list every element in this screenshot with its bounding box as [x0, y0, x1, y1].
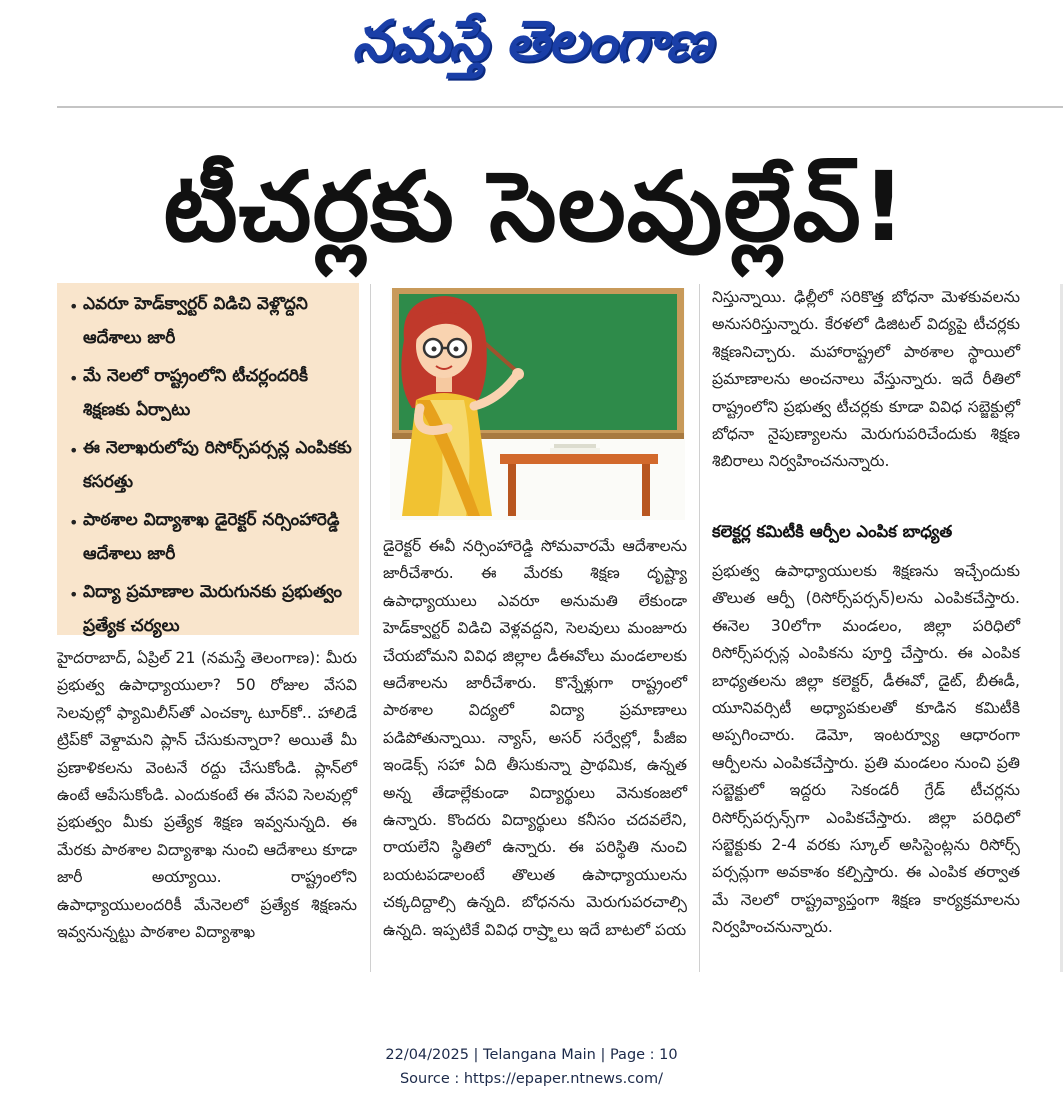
highlight-text: ఈ నెలాఖరులోపు రిసోర్స్‌పర్సన్ల ఎంపికకు కసరత్తు: [83, 438, 352, 492]
bullet-icon: •: [69, 441, 79, 460]
bullet-icon: •: [69, 585, 79, 604]
highlight-text: పాఠశాల విద్యాశాఖ డైరెక్టర్ నర్సింహారెడ్డి ఆదేశాలు జారీ: [83, 510, 340, 564]
article-column-2: డైరెక్టర్ ఈవీ నర్సింహారెడ్డి సోమవారమే ఆదేశాలను జారీచేశారు. ఈ మేరకు శిక్షణ దృష్ట్యా ఉపాధ్యాయులు ఎవరూ అనుమతి లేకుండా హెడ్‌క్వార్టర్ విడిచి వెళ్లవద్దని, సెలవులు మంజూరు చేయబోమని వివిధ జిల్లాల డీఈవోలు మండలాలకు ఆదేశాలను జారీచేశారు. కొన్నేళ్లుగా రాష్ట్రంలో పాఠశాల విద్యలో విద్యా ప్రమాణాలు పడిపోతున్నాయి. న్యాస్, అసర్ సర్వేల్లో, పీజీఐ ఇండెక్స్ సహా ఏది తీసుకున్నా ప్రాథమిక, ఉన్నత అన్న తేడాల్లేకుండా విద్యార్థులు వెనుకంజలో ఉన్నారు. కొందరు విద్యార్థులు కనీసం చదవలేని, రాయలేని స్థితిలో ఉన్నారు. ఈ పరిస్థితి నుంచి బయటపడాలంటే తొలుత ఉపాధ్యాయులను చక్కదిద్దాల్సి ఉన్నది. బోధనను మెరుగుపరచాల్సి ఉన్నది. ఇప్పటికే వివిధ రాష్ర్టాలు ఇదే బాటలో పయ: [383, 537, 687, 939]
highlight-text: మే నెలలో రాష్ట్రంలోని టీచర్లందరికీ శిక్షణకు ఏర్పాటు: [83, 366, 308, 420]
masthead-rule: [57, 106, 1063, 108]
article-headline: టీచర్లకు సెలవుల్లేవ్!: [163, 151, 907, 263]
article-subhead: కలెక్టర్ల కమిటీకి ఆర్పీల ఎంపిక బాధ్యత: [712, 522, 953, 541]
highlight-item: [57, 359, 359, 427]
article-column-3a: నిస్తున్నాయి. ఢిల్లీలో సరికొత్త బోధనా మెళకువలను అనుసరిస్తున్నారు. కేరళలో డిజిటల్ విద్యపై టీచర్లకు శిక్షణనిచ్చారు. మహారాష్ట్రలో పాఠశాల స్థాయిలో ప్రమాణాలను అంచనాలు వేస్తున్నారు. ఇదే రీతిలో రాష్ట్రంలోని ప్రభుత్వ టీచర్లకు కూడా వివిధ సబ్జెక్టుల్లో బోధనా నైపుణ్యాలను మెరుగుపరిచేందుకు శిక్షణ శిబిరాలు నిర్వహించనున్నారు.: [712, 288, 1020, 471]
desk: [500, 454, 658, 464]
highlight-text: ఎవరూ హెడ్‌క్వార్టర్ విడిచి వెళ్లొద్దని ఆదేశాలు జారీ: [83, 294, 308, 348]
highlight-item: [57, 503, 359, 571]
highlights-list: [57, 283, 359, 643]
column-divider: [699, 284, 700, 972]
article-column-1: హైదరాబాద్, ఏప్రిల్ 21 (నమస్తే తెలంగాణ): మీరు ప్రభుత్వ ఉపాధ్యాయులా? 50 రోజుల వేసవి సెలవుల్లో ఫ్యామిలీస్‌తో ఎంచక్కా టూర్‌కో.. హాలిడే ట్రిప్‌కో వెళ్దామని ప్లాన్ చేసుకున్నారా? అయితే మీ ప్రణాళికలను వెంటనే రద్దు చేసుకోండి. ప్లాన్‌లో ఉంటే ఆపేసుకోండి. ఎందుకంటే ఈ వేసవి సెలవుల్లో ప్రభుత్వం మీకు ప్రత్యేక శిక్షణ ఇవ్వనున్నది. ఈ మేరకు పాఠశాల విద్యాశాఖ నుంచి ఆదేశాలు కూడా జారీ అయ్యాయి. రాష్ట్రంలోని ఉపాధ్యాయులందరికీ మేనెలలో ప్రత్యేక శిక్షణను ఇవ్వనున్నట్టు పాఠశాల విద్యాశాఖ: [57, 649, 357, 942]
highlight-item: [57, 287, 359, 355]
highlight-item: [57, 575, 359, 643]
bullet-icon: •: [69, 369, 79, 388]
page-footer: [0, 1043, 1063, 1091]
article-column-3b: ప్రభుత్వ ఉపాధ్యాయులకు శిక్షణను ఇచ్చేందుకు తొలుత ఆర్పీ (రిసోర్స్‌పర్సన్)లను ఎంపికచేస్తారు. ఈనెల 30లోగా మండలం, జిల్లా పరిధిలో రిసోర్స్‌పర్సన్ల ఎంపికను పూర్తి చేస్తారు. ఈ ఎంపిక బాధ్యతలను జిల్లా కలెక్టర్, డీఈవో, డైట్, బీఈడీ, యూనివర్సిటీ అధ్యాపకులతో కూడిన కమిటీకి అప్పగించారు. డెమో, ఇంటర్వ్యూ ఆధారంగా ఆర్పీలను ఎంపికచేస్తారు. ప్రతి మండలం నుంచి ప్రతి సబ్జెక్టులో ఇద్దరు సెకండరీ గ్రేడ్ టీచర్లను రిసోర్స్‌పర్సన్స్‌గా ఎంపికచేస్తారు. జిల్లా పరిధిలో సబ్జెక్టుకు 2-4 వరకు స్కూల్ అసిస్టెంట్లను రిసోర్స్ పర్సన్లుగా అవకాశం కల్పిస్తారు. ఈ ఎంపిక తర్వాత మే నెలలో రాష్ట్రవ్యాప్తంగా శిక్షణ కార్యక్రమాలను నిర్వహించనున్నారు.: [712, 562, 1020, 937]
highlights-box: [57, 283, 359, 635]
bullet-icon: •: [69, 297, 79, 316]
footer-source: Source : https://epaper.ntnews.com/: [399, 1071, 664, 1087]
footer-date-page: 22/04/2025 | Telangana Main | Page : 10: [385, 1047, 678, 1063]
masthead-title: నమస్తే తెలంగాణ: [352, 9, 711, 74]
bullet-icon: •: [69, 513, 79, 532]
teacher-illustration: [390, 288, 685, 520]
teacher-illustration-svg: [390, 288, 685, 520]
highlight-item: [57, 431, 359, 499]
highlight-text: విద్యా ప్రమాణాల మెరుగునకు ప్రభుత్వం ప్రత్యేక చర్యలు: [83, 582, 343, 636]
column-divider: [370, 284, 371, 972]
